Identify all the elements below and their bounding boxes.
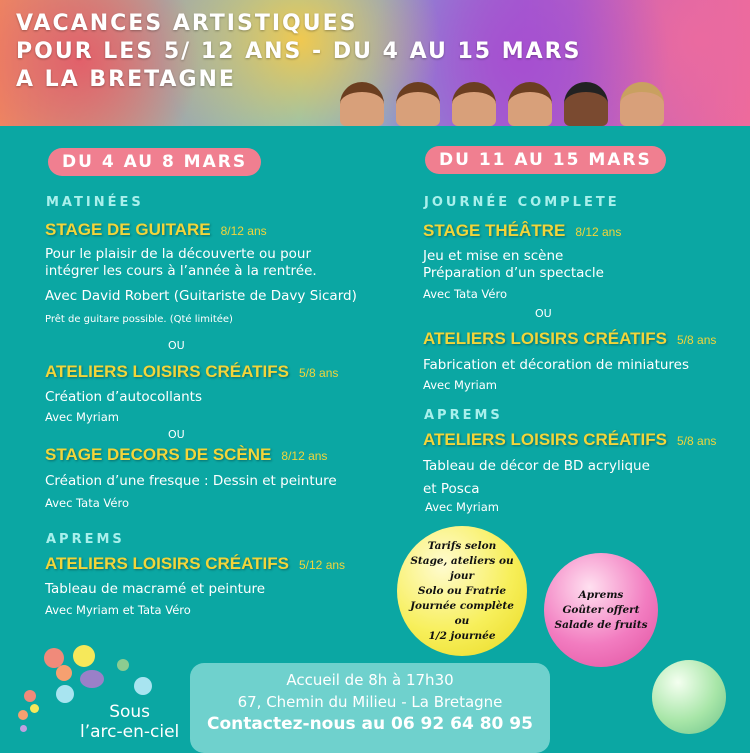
phone-contact: Contactez-nous au 06 92 64 80 95	[207, 714, 533, 734]
or-separator: OU	[168, 339, 185, 352]
activity-desc: Création d’autocollants	[45, 389, 202, 405]
activity-instructor: Avec Tata Véro	[423, 287, 507, 301]
child	[452, 82, 496, 126]
snack-bubble: Aprems Goûter offert Salade de fruits	[544, 553, 658, 667]
address: 67, Chemin du Milieu - La Bretagne	[237, 693, 503, 711]
activity-desc: Tableau de décor de BD acrylique et Posca	[423, 458, 650, 497]
child	[340, 82, 384, 126]
contact-box	[190, 663, 550, 753]
child	[620, 82, 664, 126]
poster-title: VACANCES ARTISTIQUES POUR LES 5/ 12 ANS - DU 4 AU 15 MARS A LA BRETAGNE	[16, 11, 582, 92]
opening-hours: Accueil de 8h à 17h30	[286, 671, 454, 689]
pricing-bubble: Tarifs selon Stage, ateliers ou jour Solo ou Fratrie Journée complète ou 1/2 journée	[397, 526, 527, 656]
activity-instructor: Avec Myriam	[423, 378, 497, 392]
activity-instructor: Avec Tata Véro	[45, 496, 129, 510]
activity-instructor: Avec David Robert (Guitariste de Davy Sicard)	[45, 288, 357, 304]
activity-desc: Pour le plaisir de la découverte ou pour intégrer les cours à l’année à la rentrée.	[45, 246, 317, 279]
section-aprems: APREMS	[46, 532, 125, 547]
activity-title: STAGE THÉÂTRE 8/12 ans	[423, 221, 622, 240]
logo: Sous l’arc-en-ciel	[0, 640, 200, 750]
activity-title: STAGE DE GUITARE 8/12 ans	[45, 220, 267, 239]
section-aprems: APREMS	[424, 408, 503, 423]
or-separator: OU	[168, 428, 185, 441]
children-photo	[340, 82, 664, 126]
or-separator: OU	[535, 307, 552, 320]
header-banner	[0, 0, 750, 126]
section-matinees: MATINÉES	[46, 195, 144, 210]
child	[396, 82, 440, 126]
activity-instructor: Avec Myriam	[45, 410, 119, 424]
activity-desc: Fabrication et décoration de miniatures	[423, 357, 690, 373]
date-pill-right: DU 11 AU 15 MARS	[425, 146, 666, 174]
activity-note: Prêt de guitare possible. (Qté limitée)	[45, 314, 233, 325]
child	[508, 82, 552, 126]
green-bubble-decoration	[652, 660, 726, 734]
activity-title: ATELIERS LOISIRS CRÉATIFS 5/8 ans	[423, 329, 717, 348]
section-journee: JOURNÉE COMPLETE	[424, 195, 620, 210]
activity-desc: Création d’une fresque : Dessin et peinture	[45, 473, 337, 489]
activity-desc: Tableau de macramé et peinture	[45, 581, 266, 597]
activity-title: STAGE DECORS DE SCÈNE 8/12 ans	[45, 445, 328, 464]
activity-title: ATELIERS LOISIRS CRÉATIFS 5/12 ans	[45, 554, 346, 573]
activity-title: ATELIERS LOISIRS CRÉATIFS 5/8 ans	[45, 362, 339, 381]
activity-instructor: Avec Myriam	[425, 500, 499, 514]
date-pill-left: DU 4 AU 8 MARS	[48, 148, 261, 176]
activity-instructor: Avec Myriam et Tata Véro	[45, 603, 191, 617]
activity-title: ATELIERS LOISIRS CRÉATIFS 5/8 ans	[423, 430, 717, 449]
activity-desc: Jeu et mise en scène Préparation d’un spectacle	[423, 248, 604, 281]
child	[564, 82, 608, 126]
